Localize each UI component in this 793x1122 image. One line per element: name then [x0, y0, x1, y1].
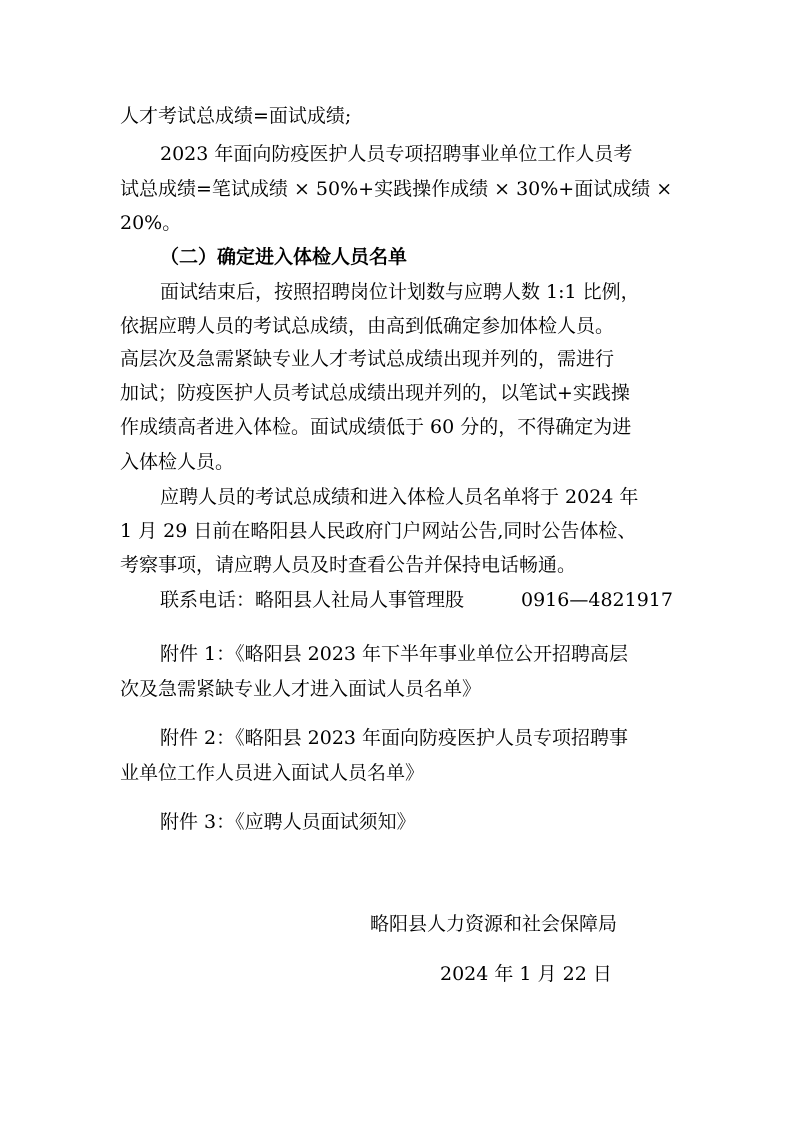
attachment-line: 附件 1：《略阳县 2023 年下半年事业单位公开招聘高层 [160, 643, 629, 665]
paragraph-line: 高层次及急需紧缺专业人才考试总成绩出现并列的，需进行 [120, 348, 615, 370]
attachment-line: 业单位工作人员进入面试人员名单》 [120, 762, 425, 784]
paragraph-line: 面试结束后，按照招聘岗位计划数与应聘人数 1:1 比例， [160, 281, 640, 303]
paragraph-line: 应聘人员的考试总成绩和进入体检人员名单将于 2024 年 [160, 486, 639, 508]
attachment-line: 附件 2：《略阳县 2023 年面向防疫医护人员专项招聘事 [160, 727, 629, 749]
paragraph-line: 考察事项，请应聘人员及时查看公告并保持电话畅通。 [120, 554, 577, 576]
paragraph-line: 人才考试总成绩=面试成绩; [120, 105, 352, 127]
issue-date: 2024 年 1 月 22 日 [440, 963, 612, 985]
paragraph-line: 依据应聘人员的考试总成绩，由高到低确定参加体检人员。 [120, 315, 615, 337]
attachment-line: 附件 3：《应聘人员面试须知》 [160, 811, 416, 833]
paragraph-line: 作成绩高者进入体检。面试成绩低于 60 分的，不得确定为进 [120, 416, 632, 438]
paragraph-line: 1 月 29 日前在略阳县人民政府门户网站公告,同时公告体检、 [120, 520, 637, 542]
section-heading: （二）确定进入体检人员名单 [160, 246, 408, 268]
contact-phone-line: 联系电话：略阳县人社局人事管理股 0916—4821917 [160, 589, 673, 611]
paragraph-line: 试总成绩=笔试成绩 × 50%+实践操作成绩 × 30%+面试成绩 × [120, 178, 673, 200]
paragraph-line: 2023 年面向防疫医护人员专项招聘事业单位工作人员考 [160, 143, 633, 165]
paragraph-line: 入体检人员。 [120, 451, 235, 473]
paragraph-line: 加试；防疫医护人员考试总成绩出现并列的，以笔试+实践操 [120, 382, 630, 404]
attachment-line: 次及急需紧缺专业人才进入面试人员名单》 [120, 678, 482, 700]
paragraph-line: 20%。 [120, 212, 182, 234]
issuer-name: 略阳县人力资源和社会保障局 [370, 913, 618, 935]
